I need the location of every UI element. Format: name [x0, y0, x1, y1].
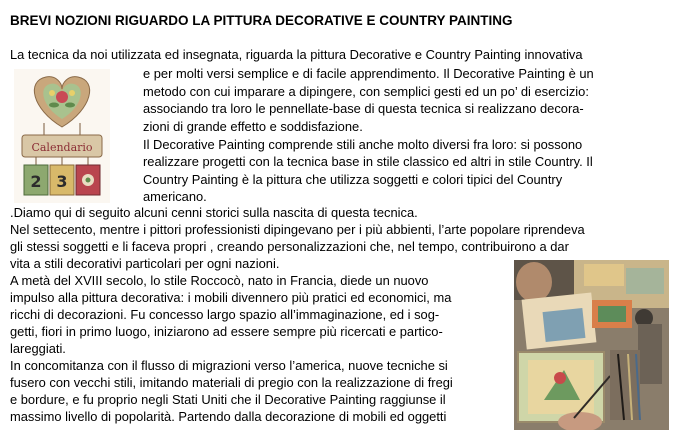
article-title: BREVI NOZIONI RIGUARDO LA PITTURA DECORATIVE E COUNTRY PAINTING [10, 13, 513, 28]
body-line-21: e bordure, e fu proprio negli Stati Uniti che il Decorative Painting raggiunse il [10, 392, 446, 407]
body-line-2: e per molti versi semplice e di facile apprendimento. Il Decorative Painting è un [143, 66, 594, 81]
body-line-7: realizzare progetti con la tecnica base in stile classico ed altri in stile Country. Il [143, 154, 593, 169]
body-line-18: lareggiati. [10, 341, 66, 356]
body-line-17: getti, fiori in primo luogo, iniziarono ad essere sempre più ricercati e partico- [10, 324, 443, 339]
body-line-13: vita a stili decorativi particolari per ogni nazioni. [10, 256, 280, 271]
body-line-8: Country Painting è la pittura che utilizza soggetti e colori tipici del Country [143, 172, 563, 187]
body-line-11: Nel settecento, mentre i pittori professionisti dipingevano per i più abbienti, l’arte popolare riprendeva [10, 222, 585, 237]
body-line-14: A metà del XVIII secolo, lo stile Roccocò, nato in Francia, diede un nuovo [10, 273, 429, 288]
body-line-6: Il Decorative Painting comprende stili anche molto diversi fra loro: si possono [143, 137, 583, 152]
body-line-5: zioni di grande effetto e soddisfazione. [143, 119, 363, 134]
body-line-12: gli stessi soggetti e li faceva propri , creando personalizzazioni che, nel tempo, contribuirono a dar [10, 239, 569, 254]
painting-workshop-photo [514, 260, 669, 430]
calendar-lettering: Calendario [31, 141, 93, 154]
body-line-4: associando tra loro le pennellate-base di questa tecnica si realizzano decora- [143, 101, 584, 116]
body-line-22: massimo livello di popolarità. Partendo dalla decorazione di mobili ed oggetti [10, 409, 447, 424]
calendar-digit-3: 3 [56, 172, 68, 191]
body-line-19: In concomitanza con il flusso di migrazioni verso l’america, nuove tecniche si [10, 358, 448, 373]
body-line-16: ricchi di decorazioni. Fu concesso largo spazio all’immaginazione, ed i sog- [10, 307, 440, 322]
body-line-15: impulso alla pittura decorativa: i mobili divennero più pratici ed economici, ma [10, 290, 452, 305]
body-line-10: .Diamo qui di seguito alcuni cenni storici sulla nascita di questa tecnica. [10, 205, 418, 220]
body-line-9: americano. [143, 189, 207, 204]
calendar-digit-2: 2 [30, 172, 42, 191]
body-line-20: fusero con vecchi stili, imitando materiali di pregio con la realizzazione di fregi [10, 375, 453, 390]
body-line-1: La tecnica da noi utilizzata ed insegnata, riguarda la pittura Decorative e Country Painting innovativa [10, 47, 583, 62]
body-line-3: metodo con cui imparare a dipingere, con semplici gesti ed un po’ di esercizio: [143, 84, 589, 99]
calendar-decoration-photo [14, 69, 110, 203]
